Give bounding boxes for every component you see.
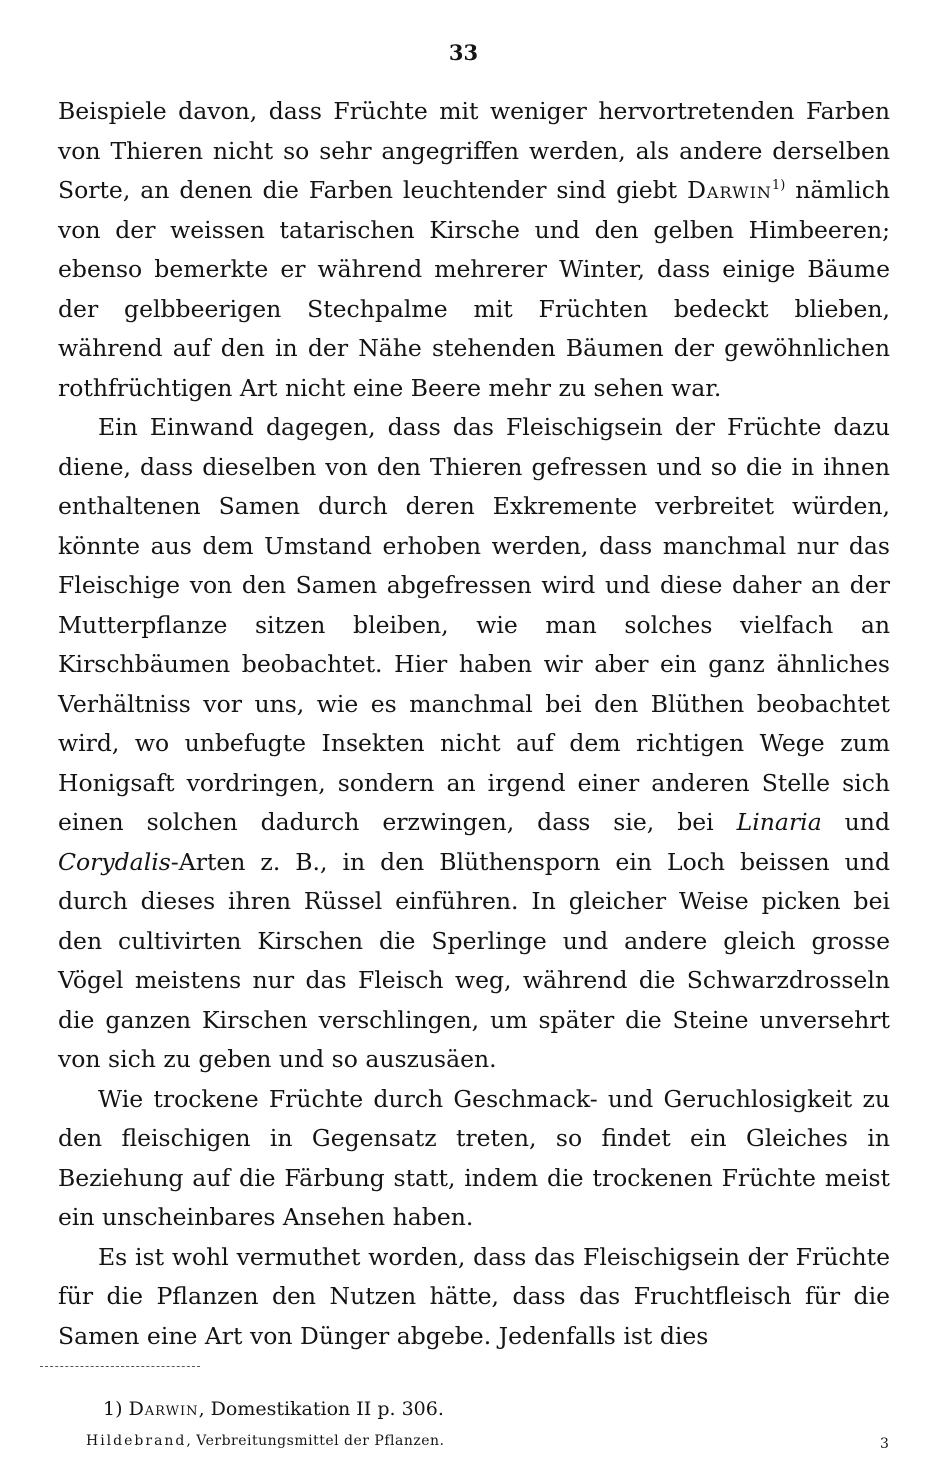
paragraph-4: Es ist wohl vermuthet worden, dass das Fleischigsein der Früchte für die Pflanzen den Nutzen hätte, dass das Fruchtfleisch für die Samen eine Art von Dünger abgebe. Jedenfalls ist dies (58, 1242, 890, 1350)
taxon-linaria: Linaria (736, 808, 822, 836)
signature-title: , Verbreitungsmittel der Pflanzen. (186, 1433, 445, 1449)
signature-mark: 3 (880, 1436, 889, 1452)
footnote-reference: 1) (771, 178, 786, 194)
paragraph-2 (58, 408, 890, 1080)
paragraph-2-text: Ein Einwand dagegen, dass das Fleischigsein der Früchte dazu diene, dass dieselben von den Thieren gefressen und so die in ihnen enthaltenen Samen durch deren Exkremente verbreitet würden, könnte aus dem Umstand erhoben werden, dass manchmal nur das Fleischige von den Samen abgefressen wird und diese daher an der Mutterpflanze sitzen bleiben, wie man solches vielfach an Kirschbäumen beobachtet. Hier haben wir aber ein ganz ähnliches Verhältniss vor uns, wie es manchmal bei den Blüthen beobachtet wird, wo unbefugte Insekten nicht auf dem richtigen Wege zum Honigsaft vordringen, sondern an irgend einer anderen Stelle sich einen solchen dadurch erzwingen, dass sie, bei (58, 413, 890, 836)
signature-author: Hildebrand (86, 1433, 187, 1449)
paragraph-1-text: Beispiele davon, dass Früchte mit weniger hervortretenden Farben von Thieren nicht so sehr angegriffen werden, als andere derselben Sorte, an denen die Farben leuchtender sind giebt (58, 97, 890, 204)
paragraph-1-text-cont: nämlich von der weissen tatarischen Kirsche und den gelben Himbeeren; ebenso bemerkte er während mehrerer Winter, dass einige Bäume der gelbbeerigen Stechpalme mit Früchten bedeckt blieben, während auf den in der Nähe stehenden Bäumen der gewöhnlichen rothfrüchtigen Art nicht eine Beere mehr zu sehen war. (58, 176, 890, 402)
body-text (58, 92, 890, 1356)
paragraph-3: Wie trockene Früchte durch Geschmack- und Geruchlosigkeit zu den fleischigen in Gegensatz treten, so findet ein Gleiches in Beziehung auf die Färbung statt, indem die trockenen Früchte meist ein unscheinbares Ansehen haben. (58, 1084, 890, 1231)
footnote (103, 1398, 444, 1420)
paragraph-2-conj: und (821, 808, 890, 836)
footnote-marker: 1) (103, 1398, 123, 1420)
footnote-author: Darwin (128, 1398, 199, 1420)
footnote-divider (40, 1366, 200, 1367)
printer-signature (86, 1433, 445, 1449)
author-name: Darwin (687, 176, 772, 204)
taxon-corydalis: Corydalis (58, 847, 171, 876)
paragraph-1 (58, 92, 890, 408)
paragraph-2-text-cont: -Arten z. B., in den Blüthensporn ein Loch beissen und durch dieses ihren Rüssel einführen. In gleicher Weise picken bei den cultivirten Kirschen die Sperlinge und andere gleich grosse Vögel meistens nur das Fleisch weg, während die Schwarzdrosseln die ganzen Kirschen verschlingen, um später die Steine unversehrt von sich zu geben und so auszusäen. (58, 847, 890, 1073)
page-number: 33 (448, 40, 479, 65)
footnote-text: , Domestikation II p. 306. (198, 1398, 444, 1420)
